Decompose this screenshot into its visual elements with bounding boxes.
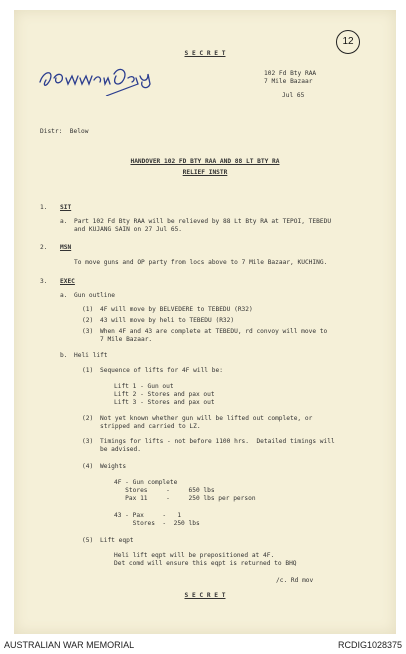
secret-footer: S E C R E T: [184, 592, 226, 599]
lift-line: Lift 1 - Gun out: [114, 383, 174, 390]
section-1a-text-1: Part 102 Fd Bty RAA will be relieved by 88 Lt Bty RA at TEPOI, TEBEDU: [74, 218, 332, 225]
archive-name: AUSTRALIAN WAR MEMORIAL: [4, 640, 135, 650]
list-item-text: Weights: [100, 463, 127, 470]
section-3-number: 3.: [40, 278, 48, 285]
section-1-number: 1.: [40, 204, 48, 211]
weight-line: 43 - Pax - 1: [114, 512, 182, 519]
unit-name: 102 Fd Bty RAA: [264, 70, 317, 77]
list-item-number: (1): [82, 306, 94, 313]
list-item-text-continued: be advised.: [100, 446, 141, 453]
lift-eqpt-line: Det comd will ensure this eqpt is returned to BHQ: [114, 560, 297, 567]
lift-line: Lift 2 - Stores and pax out: [114, 391, 215, 398]
continuation-note: /c. Rd mov: [276, 577, 314, 584]
weight-line: Stores - 250 lbs: [114, 520, 200, 527]
unit-location: 7 Mile Bazaar: [264, 78, 313, 85]
list-item-text: Lift eqpt: [100, 537, 134, 544]
list-item-number: (4): [82, 463, 94, 470]
list-item-number: (3): [82, 438, 94, 445]
secret-header: S E C R E T: [184, 50, 226, 57]
section-2-heading: MSN: [60, 244, 72, 251]
list-item-number: (3): [82, 328, 94, 335]
weight-line: 4F - Gun complete: [114, 479, 178, 486]
lift-line: Lift 3 - Stores and pax out: [114, 399, 215, 406]
archive-reference: RCDIG1028375: [337, 640, 402, 650]
section-1-heading: SIT: [60, 204, 72, 211]
list-item-number: (1): [82, 367, 94, 374]
document-title: HANDOVER 102 FD BTY RAA AND 88 LT BTY RA: [130, 158, 280, 165]
section-1a-text-2: and KUJANG SAIN on 27 Jul 65.: [74, 226, 183, 233]
list-item-text: 43 will move by heli to TEBEDU (R32): [100, 317, 235, 324]
lift-eqpt-line: Heli lift eqpt will be prepositioned at 4F.: [114, 552, 275, 559]
weight-line: Stores - 650 lbs: [114, 487, 215, 494]
document-page: [14, 10, 396, 634]
handwritten-signature: [36, 56, 166, 96]
list-item-text-continued: 7 Mile Bazaar.: [100, 336, 153, 343]
section-1a-label: a.: [60, 218, 68, 225]
list-item-text: Sequence of lifts for 4F will be:: [100, 367, 223, 374]
list-item-number: (2): [82, 415, 94, 422]
list-item-text: When 4F and 43 are complete at TEBEDU, rd convoy will move to: [100, 328, 328, 335]
list-item-number: (2): [82, 317, 94, 324]
document-subtitle: RELIEF INSTR: [182, 169, 228, 176]
archive-footer: [0, 636, 406, 654]
distribution-line: Distr: Below: [40, 128, 89, 135]
page-number: 12: [342, 36, 354, 47]
section-3b-heading: Heli lift: [74, 352, 108, 359]
section-3a-label: a.: [60, 292, 68, 299]
section-3a-heading: Gun outline: [74, 292, 115, 299]
section-3-heading: EXEC: [60, 278, 75, 285]
list-item-text: 4F will move by BELVEDERE to TEBEDU (R32): [100, 306, 253, 313]
list-item-text: Not yet known whether gun will be lifted out complete, or: [100, 415, 313, 422]
document-date: Jul 65: [282, 92, 305, 99]
list-item-number: (5): [82, 537, 94, 544]
section-2-text: To move guns and OP party from locs above to 7 Mile Bazaar, KUCHING.: [74, 259, 328, 266]
section-3b-label: b.: [60, 352, 68, 359]
list-item-text: Timings for lifts - not before 1100 hrs. Detailed timings will: [100, 438, 335, 445]
list-item-text-continued: stripped and carried to LZ.: [100, 423, 201, 430]
section-2-number: 2.: [40, 244, 48, 251]
weight-line: Pax 11 - 250 lbs per person: [114, 495, 256, 502]
